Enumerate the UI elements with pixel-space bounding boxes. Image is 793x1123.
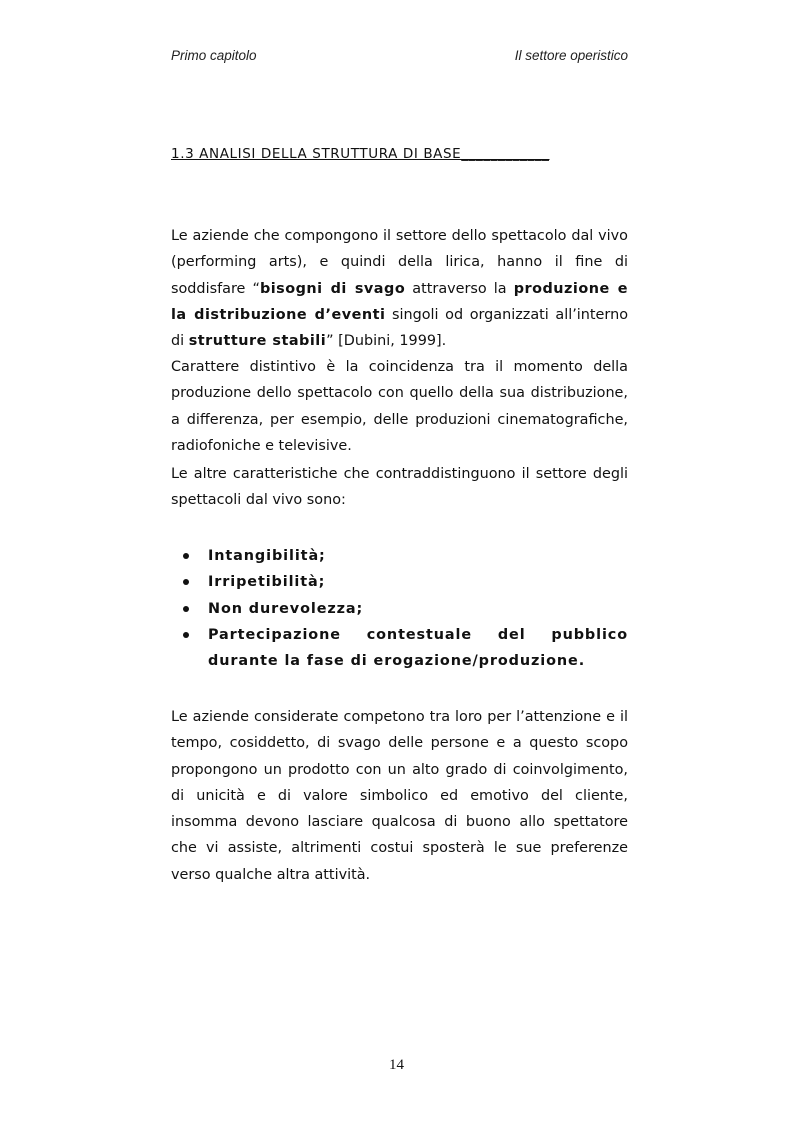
list-item-text: Irripetibilità;	[208, 574, 326, 591]
paragraph-characteristics	[171, 461, 628, 514]
list-item-text: Non durevolezza;	[208, 600, 364, 617]
bullet-icon	[183, 579, 189, 585]
list-item	[171, 569, 628, 595]
list-item-text: Partecipazione contestuale del pubblico durante la fase di erogazione/produzione.	[208, 626, 628, 670]
running-header	[171, 48, 628, 66]
bullet-icon	[183, 606, 189, 612]
paragraph-intro	[171, 223, 628, 354]
intro-bold-1: bisogni di svago	[259, 280, 406, 297]
paragraph-characteristics-text: Le altre caratteristiche che contraddistinguono il settore degli spettacoli dal vivo sono:	[171, 466, 628, 509]
paragraph-competition	[171, 704, 628, 888]
intro-text-2: attraverso la	[405, 280, 514, 297]
intro-bold-2: produzione e la distribuzione d’eventi	[171, 280, 629, 323]
paragraph-distinctive	[171, 354, 628, 459]
list-item	[171, 622, 628, 675]
chapter-label: Primo capitolo	[171, 48, 257, 63]
bullet-icon	[183, 553, 189, 559]
list-item	[171, 596, 628, 622]
intro-text-1: Le aziende che compongono il settore dello spettacolo dal vivo (performing arts), e quindi della lirica, hanno il fine di soddisfare “	[171, 228, 628, 297]
list-item	[171, 543, 628, 569]
characteristics-list	[171, 543, 628, 674]
bullet-icon	[183, 632, 189, 638]
paragraph-competition-text: Le aziende considerate competono tra loro per l’attenzione e il tempo, cosiddetto, di svago delle persone e a questo scopo propongono un prodotto con un alto grado di coinvolgimento, di unicità e di valore simbolico ed emotivo del cliente, insomma devono lasciare qualcosa di buono allo spettatore che vi assiste, altrimenti costui sposterà le sue preferenze verso qualche altra attività.	[171, 709, 628, 883]
intro-text-4: ” [Dubini, 1999].	[326, 333, 447, 350]
intro-text-3: singoli od organizzati all’interno di	[171, 306, 628, 350]
page-number: 14	[389, 1057, 404, 1073]
paragraph-distinctive-text: Carattere distintivo è la coincidenza tra il momento della produzione dello spettacolo con quello della sua distribuzione, a differenza, per esempio, delle produzioni cinematografiche, radiofoniche e televisive.	[171, 359, 628, 454]
list-item-text: Intangibilità;	[208, 548, 326, 564]
section-heading: 1.3 ANALISI DELLA STRUTTURA DI BASE____________	[171, 146, 550, 162]
intro-bold-3: strutture stabili	[188, 333, 327, 350]
chapter-topic-label: Il settore operistico	[514, 48, 628, 63]
